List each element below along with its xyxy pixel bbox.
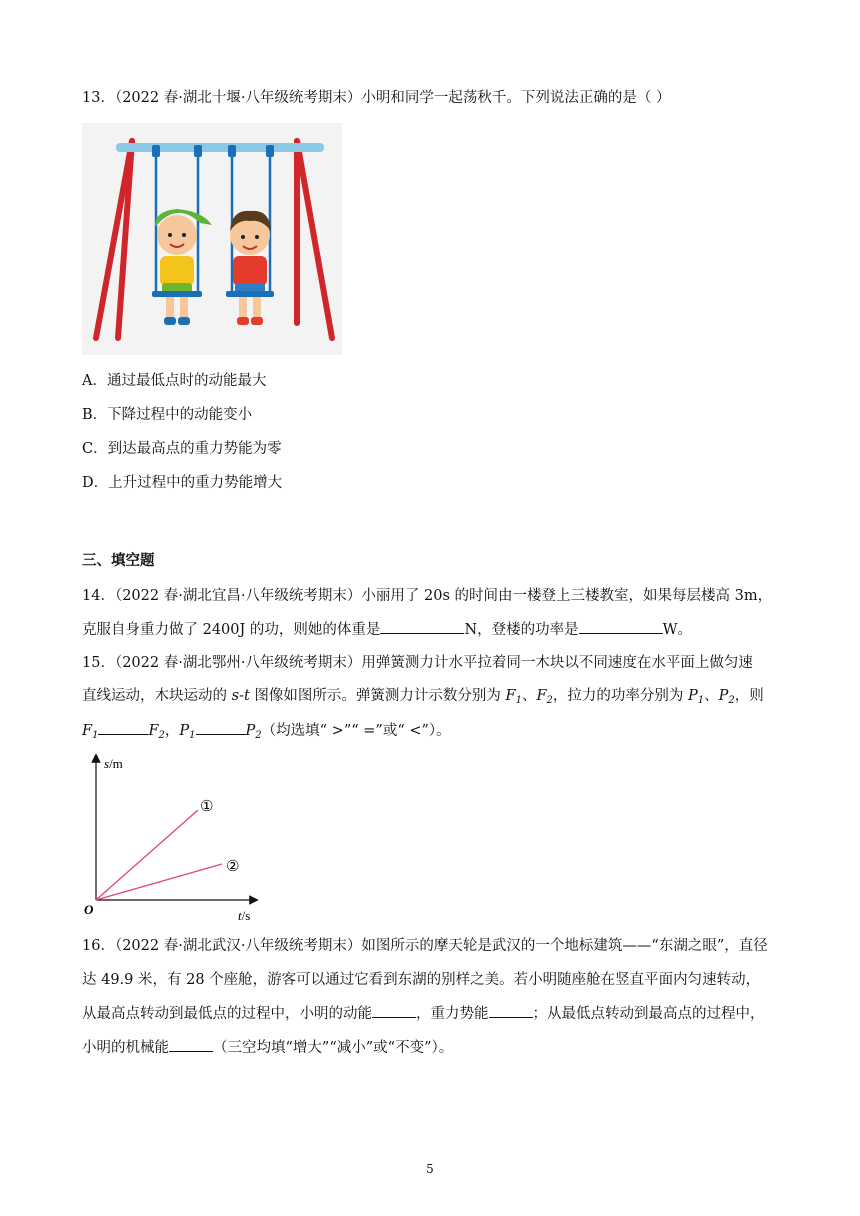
q15-tail: （均选填“ >”“ =”或“ <”）。 bbox=[261, 723, 451, 739]
q15-line3 bbox=[82, 720, 451, 746]
series-line-1 bbox=[96, 810, 198, 900]
x-axis-label: t/s bbox=[238, 908, 251, 922]
q15-F2: F bbox=[148, 723, 159, 739]
q15-P2: P bbox=[245, 723, 256, 739]
q15-blank-force[interactable] bbox=[98, 720, 148, 735]
q15-line1: 15．（2022 春·湖北鄂州·八年级统考期末）用弹簧测力计水平拉着同一木块以不同速度在水平面上做匀速 bbox=[82, 655, 753, 671]
q15-text-b: 图像如图所示。弹簧测力计示数分别为 bbox=[249, 688, 506, 704]
q15-sub: 1 bbox=[697, 695, 705, 706]
origin-label: O bbox=[84, 902, 94, 917]
q15-sub: 1 bbox=[189, 730, 196, 741]
swing-illustration bbox=[82, 123, 342, 355]
q15-comma: ， bbox=[164, 723, 180, 739]
q16-line4 bbox=[82, 1037, 453, 1058]
q15-sub: 1 bbox=[92, 730, 99, 741]
q15-sub: 2 bbox=[728, 695, 735, 706]
q13-option-c: C．到达最高点的重力势能为零 bbox=[82, 441, 282, 457]
q13-option-d: D．上升过程中的重力势能增大 bbox=[82, 475, 283, 491]
q16-blank-potential[interactable] bbox=[489, 1003, 533, 1018]
st-graph bbox=[82, 754, 260, 922]
q15-P1: P bbox=[179, 723, 190, 739]
q14-text-c: W。 bbox=[662, 622, 693, 638]
q15-sub: 2 bbox=[255, 730, 262, 741]
q16-text-c: ；从最低点转动到最高点的过程中， bbox=[532, 1006, 765, 1022]
q15-blank-power[interactable] bbox=[196, 720, 246, 735]
q15-F1: F bbox=[505, 688, 516, 704]
q16-text-e: （三空均填“增大”“减小”或“不变”）。 bbox=[213, 1040, 454, 1056]
q15-sep: 、 bbox=[704, 688, 719, 704]
q16-line1: 16．（2022 春·湖北武汉·八年级统考期末）如图所示的摩天轮是武汉的一个地标建筑——“东湖之眼”，直径 bbox=[82, 938, 768, 954]
series-line-2 bbox=[96, 864, 222, 900]
q16-line2: 达 49.9 米，有 28 个座舱，游客可以通过它看到东湖的别样之美。若小明随座舱在竖直平面内匀速转动， bbox=[82, 972, 761, 988]
q16-text-d: 小明的机械能 bbox=[82, 1040, 169, 1056]
q15-sub: 2 bbox=[158, 730, 165, 741]
q14-text-b: N，登楼的功率是 bbox=[464, 622, 579, 638]
q14-blank-power[interactable] bbox=[579, 619, 663, 634]
q14-line1: 14．（2022 春·湖北宜昌·八年级统考期末）小丽用了 20s 的时间由一楼登上三楼教室，如果每层楼高 3m， bbox=[82, 588, 773, 604]
page-number: 5 bbox=[426, 1162, 434, 1176]
series-1-label: ① bbox=[200, 797, 214, 815]
q16-line3 bbox=[82, 1003, 765, 1024]
q16-blank-kinetic[interactable] bbox=[372, 1003, 416, 1018]
q14-line2 bbox=[82, 619, 692, 640]
q13-option-a: A．通过最低点时的动能最大 bbox=[82, 373, 267, 389]
q16-text-b: ，重力势能 bbox=[416, 1006, 489, 1022]
q15-text-d: ，则 bbox=[734, 688, 764, 704]
q16-text-a: 从最高点转动到最低点的过程中，小明的动能 bbox=[82, 1006, 372, 1022]
q15-sub: 2 bbox=[546, 695, 553, 706]
y-axis-label: s/m bbox=[104, 756, 123, 771]
section-title-fill-blank: 三、填空题 bbox=[82, 552, 155, 569]
q15-text-c: ，拉力的功率分别为 bbox=[552, 688, 688, 704]
q15-sub: 1 bbox=[515, 695, 522, 706]
q15-line2 bbox=[82, 686, 764, 711]
q13-option-b: B．下降过程中的动能变小 bbox=[82, 407, 253, 423]
q15-text-a: 直线运动，木块运动的 bbox=[82, 688, 232, 704]
q15-F1: F bbox=[82, 723, 93, 739]
q15-F2: F bbox=[536, 688, 547, 704]
q15-var-st: s-t bbox=[231, 688, 250, 704]
q15-sep: 、 bbox=[521, 688, 537, 704]
series-2-label: ② bbox=[226, 857, 240, 875]
q13-stem: 13．（2022 春·湖北十堰·八年级统考期末）小明和同学一起荡秋千。下列说法正确的是（ ） bbox=[82, 90, 671, 106]
q15-P2: P bbox=[718, 688, 729, 704]
q16-blank-mechanical[interactable] bbox=[169, 1037, 213, 1052]
q14-blank-weight[interactable] bbox=[380, 619, 464, 634]
q14-text-a: 克服自身重力做了 2400J 的功，则她的体重是 bbox=[82, 622, 381, 638]
q15-P1: P bbox=[687, 688, 698, 704]
